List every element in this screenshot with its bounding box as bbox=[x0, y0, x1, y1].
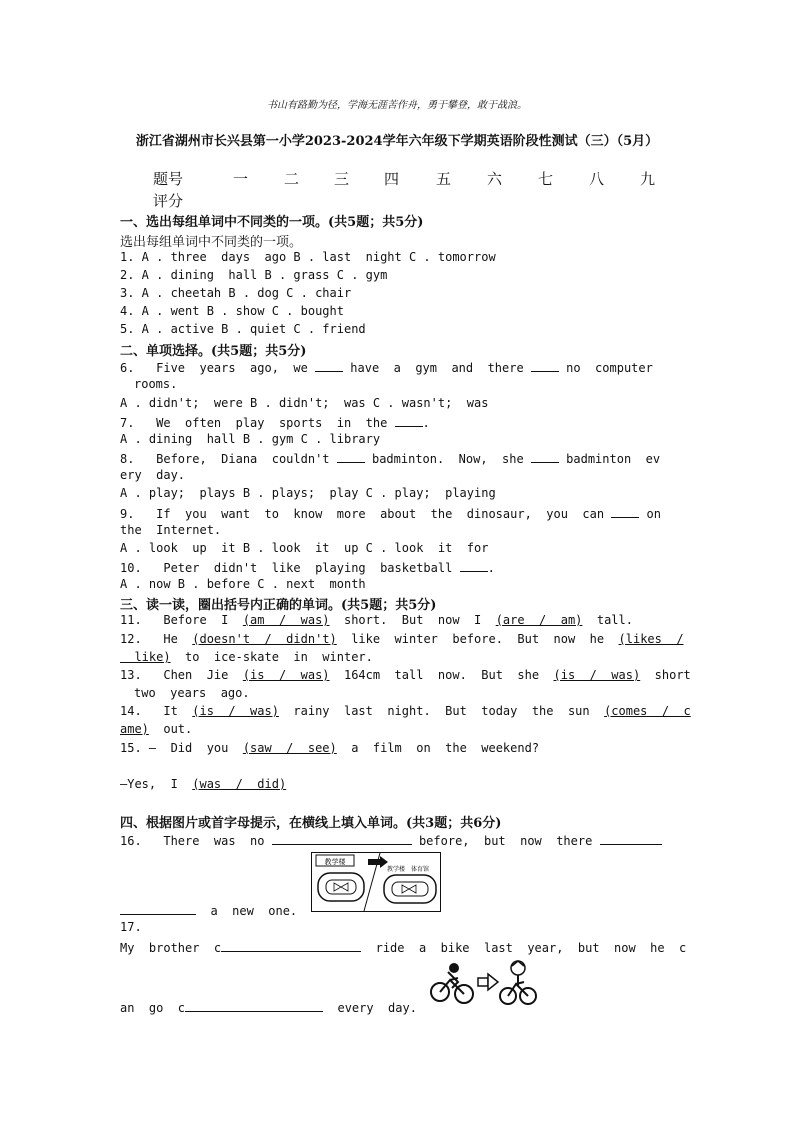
score-header: 题号 bbox=[153, 170, 184, 188]
question-5: 5. A . active B . quiet C . friend bbox=[120, 322, 366, 336]
q14-choice-2-part-b[interactable]: ame) bbox=[120, 722, 149, 736]
question-12 bbox=[120, 632, 684, 646]
q14-choice-2-part-a[interactable]: (comes / c bbox=[604, 704, 691, 718]
q8-blank-2[interactable] bbox=[531, 450, 559, 463]
q8-text-a: 8. Before, Diana couldn't bbox=[120, 452, 337, 466]
page-title: 浙江省湖州市长兴县第一小学2023-2024学年六年级下学期英语阶段性测试（三）（5月） bbox=[135, 134, 659, 149]
q13-choice-2[interactable]: (is / was) bbox=[553, 668, 641, 682]
score-num-4: 四 bbox=[384, 170, 400, 188]
q16-picture bbox=[311, 852, 441, 912]
section-3-heading: 三、读一读，圈出括号内正确的单词。(共5题；共5分) bbox=[120, 598, 437, 613]
q12-text-b: like winter before. But now he bbox=[336, 632, 619, 646]
score-num-1: 一 bbox=[233, 170, 249, 188]
question-16-cont bbox=[120, 902, 297, 918]
q17-blank-1[interactable] bbox=[221, 939, 361, 952]
q17-blank-2[interactable] bbox=[185, 999, 323, 1012]
question-11 bbox=[120, 613, 633, 627]
score-num-9: 九 bbox=[640, 170, 656, 188]
q9-text-a: 9. If you want to know more about the dinosaur, you can bbox=[120, 507, 612, 521]
score-label: 评分 bbox=[153, 192, 184, 210]
q14-text-a: 14. It bbox=[120, 704, 193, 718]
q15-text-c: —Yes, I bbox=[120, 777, 193, 791]
motto: 书山有路勤为径，学海无涯苦作舟，勇于攀登，敢于战浪。 bbox=[267, 100, 527, 111]
q13-text-b: 164cm tall now. But she bbox=[329, 668, 554, 682]
section-1-heading: 一、选出每组单词中不同类的一项。(共5题；共5分) bbox=[120, 215, 424, 230]
q11-text-a: 11. Before I bbox=[120, 613, 243, 627]
question-17-number: 17. bbox=[120, 920, 142, 934]
score-num-2: 二 bbox=[284, 170, 300, 188]
q14-choice-1[interactable]: (is / was) bbox=[192, 704, 279, 718]
question-15 bbox=[120, 741, 539, 755]
q10-text-a: 10. Peter didn't like playing basketball bbox=[120, 561, 460, 575]
q12-choice-2-part-a[interactable]: (likes / bbox=[618, 632, 684, 646]
question-1: 1. A . three days ago B . last night C . tomorrow bbox=[120, 250, 496, 264]
question-7 bbox=[120, 414, 430, 430]
question-14 bbox=[120, 704, 691, 718]
q6-text-d: rooms. bbox=[134, 377, 178, 391]
q7-text-a: 7. We often play sports in the bbox=[120, 416, 395, 430]
q9-text-c: the Internet. bbox=[120, 523, 222, 537]
question-6 bbox=[120, 359, 653, 375]
question-17 bbox=[120, 939, 686, 955]
question-15-answer bbox=[120, 777, 286, 791]
score-num-3: 三 bbox=[334, 170, 350, 188]
q17-text-c: an go c bbox=[120, 1001, 186, 1015]
section-4-heading: 四、根据图片或首字母提示，在横线上填入单词。(共3题；共6分) bbox=[120, 816, 502, 831]
pic16-label-left: 教学楼 bbox=[324, 858, 346, 866]
question-8 bbox=[120, 450, 660, 466]
q6-blank-2[interactable] bbox=[531, 359, 559, 372]
q8-text-d: ery day. bbox=[120, 468, 186, 482]
q16-text-a: 16. There was no bbox=[120, 834, 272, 848]
pic16-label-right-1: 教学楼 bbox=[386, 866, 406, 873]
question-3: 3. A . cheetah B . dog C . chair bbox=[120, 286, 352, 300]
section-2-heading: 二、单项选择。(共5题；共5分) bbox=[120, 344, 307, 359]
score-num-7: 七 bbox=[538, 170, 554, 188]
pic16-label-right-2: 体育馆 bbox=[410, 866, 430, 873]
q7-blank[interactable] bbox=[395, 414, 423, 427]
q8-blank-1[interactable] bbox=[337, 450, 365, 463]
q12-text-c: to ice-skate in winter. bbox=[170, 650, 373, 664]
q6-blank-1[interactable] bbox=[315, 359, 343, 372]
q15-choice-1[interactable]: (saw / see) bbox=[242, 741, 337, 755]
question-13 bbox=[120, 668, 691, 682]
q13-text-c: short bbox=[640, 668, 691, 682]
q10-blank[interactable] bbox=[460, 559, 488, 572]
q9-options: A . look up it B . look it up C . look it for bbox=[120, 541, 489, 555]
q16-text-b: before, but now there bbox=[411, 834, 600, 848]
q6-options: A . didn't; were B . didn't; was C . wasn't; was bbox=[120, 396, 489, 410]
building-map-illustration bbox=[312, 853, 440, 911]
q12-choice-1[interactable]: (doesn't / didn't) bbox=[192, 632, 337, 646]
q17-text-d: every day. bbox=[323, 1001, 417, 1015]
question-14-cont bbox=[120, 722, 192, 736]
question-12-cont bbox=[120, 650, 373, 664]
q13-text-a: 13. Chen Jie bbox=[120, 668, 243, 682]
score-num-8: 八 bbox=[589, 170, 605, 188]
section-1-instructions: 选出每组单词中不同类的一项。 bbox=[120, 235, 303, 250]
q6-text-a: 6. Five years ago, we bbox=[120, 361, 316, 375]
question-4: 4. A . went B . show C . bought bbox=[120, 304, 344, 318]
q16-text-c: a new one. bbox=[196, 904, 298, 918]
q16-blank-3[interactable] bbox=[120, 902, 196, 915]
q9-text-b: on bbox=[639, 507, 661, 521]
q17-text-a: My brother c bbox=[120, 941, 222, 955]
q11-text-b: short. But now I bbox=[329, 613, 496, 627]
q15-text-b: a film on the weekend? bbox=[336, 741, 540, 755]
q12-choice-2-part-b[interactable]: like) bbox=[120, 650, 171, 664]
score-num-5: 五 bbox=[436, 170, 452, 188]
q12-text-a: 12. He bbox=[120, 632, 193, 646]
q17-picture bbox=[428, 958, 538, 1013]
question-16 bbox=[120, 832, 662, 848]
q6-text-b: have a gym and there bbox=[343, 361, 531, 375]
q13-text-d: two years ago. bbox=[134, 686, 250, 700]
q7-text-b: . bbox=[422, 416, 430, 430]
q8-text-b: badminton. Now, she bbox=[364, 452, 531, 466]
q11-text-c: tall. bbox=[582, 613, 633, 627]
question-17-cont bbox=[120, 999, 417, 1015]
question-2: 2. A . dining hall B . grass C . gym bbox=[120, 268, 388, 282]
q6-text-c: no computer bbox=[558, 361, 653, 375]
q17-text-b: ride a bike last year, but now he c bbox=[361, 941, 687, 955]
q16-blank-2[interactable] bbox=[600, 832, 662, 845]
score-num-6: 六 bbox=[487, 170, 503, 188]
q16-blank-1[interactable] bbox=[272, 832, 412, 845]
q13-choice-1[interactable]: (is / was) bbox=[242, 668, 330, 682]
q8-text-c: badminton ev bbox=[558, 452, 661, 466]
q14-text-c: out. bbox=[148, 722, 193, 736]
q14-text-b: rainy last night. But today the sun bbox=[278, 704, 605, 718]
q11-choice-2[interactable]: (are / am) bbox=[495, 613, 583, 627]
q15-choice-2[interactable]: (was / did) bbox=[192, 777, 287, 791]
question-10 bbox=[120, 559, 495, 575]
q10-options: A . now B . before C . next month bbox=[120, 577, 366, 591]
q10-text-b: . bbox=[487, 561, 495, 575]
q15-text-a: 15. — Did you bbox=[120, 741, 243, 755]
question-9 bbox=[120, 505, 661, 521]
q8-options: A . play; plays B . plays; play C . play; playing bbox=[120, 486, 496, 500]
bike-riding-illustration bbox=[428, 958, 538, 1008]
q7-options: A . dining hall B . gym C . library bbox=[120, 432, 381, 446]
q11-choice-1[interactable]: (am / was) bbox=[242, 613, 330, 627]
q9-blank[interactable] bbox=[611, 505, 639, 518]
